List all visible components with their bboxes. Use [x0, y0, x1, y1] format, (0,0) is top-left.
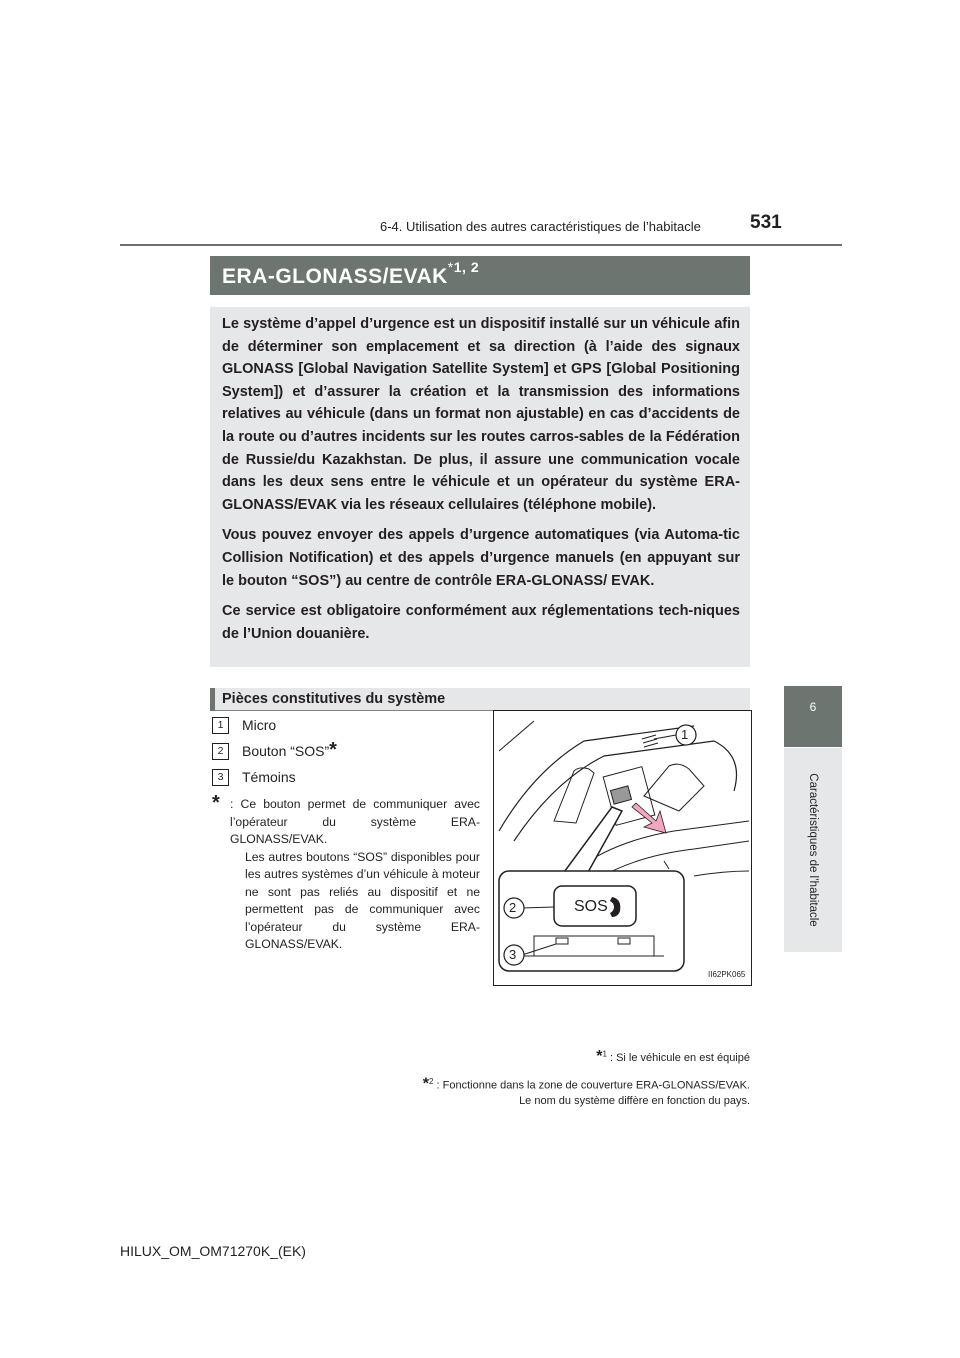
- footnote-2-line2: Le nom du système diffère en fonction du pays.: [519, 1094, 750, 1107]
- intro-text: [222, 313, 740, 653]
- footnote-2: [423, 1074, 750, 1109]
- figure-code: II62PK065: [708, 970, 746, 979]
- footnote-2-star: *: [422, 1075, 430, 1093]
- subheading-edge: [210, 688, 215, 711]
- header-rule: [120, 244, 842, 246]
- title-star: *: [447, 259, 454, 275]
- intro-paragraph: Vous pouvez envoyer des appels d’urgence automatiques (via Automa-tic Collision Notification) et des appels d’urgence manuels (en appuyant sur le bouton “SOS”) au centre de contrôle ERA-GLONASS/ EVAK.: [222, 527, 740, 589]
- item-label-sos: [242, 739, 337, 766]
- chapter-number: 6: [809, 700, 817, 714]
- callout-2: 2: [509, 900, 517, 915]
- sos-figure: [493, 710, 752, 986]
- footnote-1-star: *: [596, 1048, 603, 1065]
- page-title: [222, 259, 480, 289]
- note-line-1-text: Ce bouton permet de communiquer avec l’opérateur du système ERA-GLONASS/EVAK.: [230, 797, 480, 846]
- callout-1: 1: [681, 727, 689, 742]
- callout-3: 3: [509, 947, 517, 962]
- item-label-sos-text: Bouton “SOS”: [242, 743, 330, 759]
- footnote-1: [596, 1048, 750, 1066]
- footnote-2-line1: [423, 1074, 750, 1094]
- chapter-tab: [784, 686, 842, 747]
- item-star: *: [329, 739, 337, 761]
- chapter-label: Caractéristiques de l’habitacle: [807, 773, 819, 927]
- footnote-2-text: : Fonctionne dans la zone de couverture ERA-GLONASS/EVAK.: [436, 1079, 750, 1092]
- subheading-text: Pièces constitutives du système: [222, 691, 446, 707]
- footnote-1-sup: 1: [602, 1049, 607, 1059]
- note-line-1: [230, 796, 480, 849]
- intro-paragraph: Le système d’appel d’urgence est un dispositif installé sur un véhicule afin de déterminer son emplacement et sa direction (à l’aide des signaux GLONASS [Global Navigation Satellite System] et GPS [Global Positioning System]) et d’assurer la création et la transmission des informations relatives au véhicule (dans un format non ajustable) en cas d’accidents de la route ou d’autres incidents sur les routes carros-sables de la Fédération de Russie/du Kazakhstan. De plus, il assure une communication vocale dans les deux sens entre le véhicule et un opérateur du système ERA-GLONASS/EVAK via les réseaux cellulaires (téléphone mobile).: [222, 316, 740, 513]
- item-label-temoins: Témoins: [242, 769, 296, 785]
- note-text: [230, 796, 480, 954]
- note-prefix: :: [230, 797, 234, 811]
- item-label-micro: Micro: [242, 717, 277, 733]
- title-text: ERA-GLONASS/EVAK: [222, 265, 448, 288]
- item-number-2: 2: [212, 743, 229, 760]
- intro-paragraph: Ce service est obligatoire conformément aux réglementations tech-niques de l’Union douanière.: [222, 603, 740, 642]
- document-id: HILUX_OM_OM71270K_(EK): [120, 1243, 306, 1259]
- item-number-3: 3: [212, 769, 229, 786]
- page-number: 531: [750, 212, 782, 233]
- title-footnote-refs: 1, 2: [453, 259, 480, 275]
- title-superscript: [448, 259, 479, 275]
- item-number-1: 1: [212, 717, 229, 734]
- sos-button-label: SOS: [574, 898, 608, 915]
- footnote-2-sup: 2: [429, 1077, 434, 1086]
- note-line-2: Les autres boutons “SOS” disponibles pour les autres systèmes d’un véhicule à moteur ne sont pas reliés au dispositif et ne permettent pas de communiquer avec l’opérateur du système ERA-GLONASS/EVAK.: [245, 849, 480, 951]
- overhead-console-drawing: [494, 711, 751, 985]
- section-header: 6-4. Utilisation des autres caractéristiques de l’habitacle: [380, 219, 701, 234]
- note-star: *: [212, 792, 220, 814]
- footnote-1-text: : Si le véhicule en est équipé: [609, 1052, 750, 1064]
